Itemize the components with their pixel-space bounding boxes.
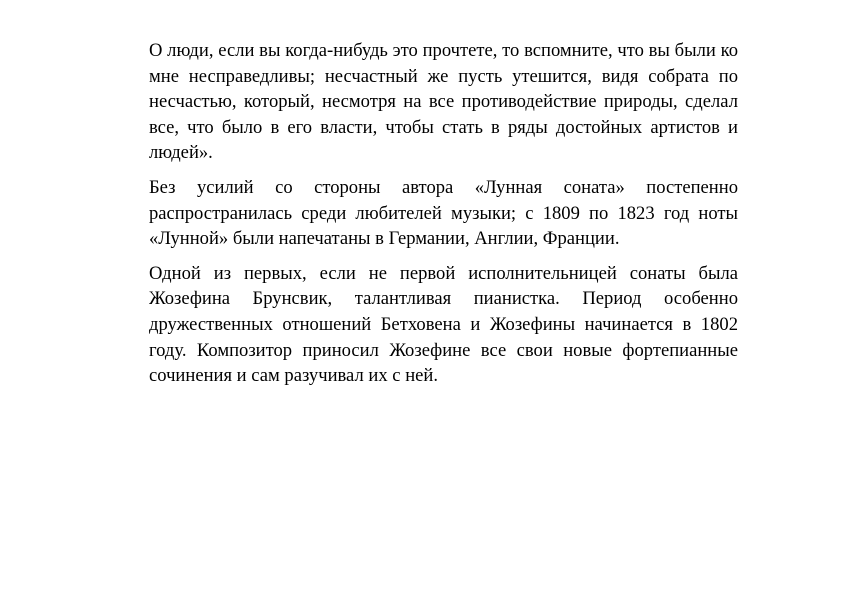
document-body [149, 38, 738, 398]
paragraph-2: Без усилий со стороны автора «Лунная соната» постепенно распространилась среди любителей музыки; с 1809 по 1823 год ноты «Лунной» были напечатаны в Германии, Англии, Франции. [149, 176, 738, 250]
paragraph-3: Одной из первых, если не первой исполнительницей сонаты была Жозефина Брунсвик, талантливая пианистка. Период особенно дружественных отношений Бетховена и Жозефины начинается в 1802 году. Композитор приносил Жозефине все свои новые фортепианные сочинения и сам разучивал их с ней. [149, 262, 738, 387]
paragraph-1: О люди, если вы когда-нибудь это прочтете, то вспомните, что вы были ко мне несправедливы; несчастный же пусть утешится, видя собрата по несчастью, который, несмотря на все противодействие природы, сделал все, что было в его власти, чтобы стать в ряды достойных артистов и людей». [149, 40, 738, 164]
